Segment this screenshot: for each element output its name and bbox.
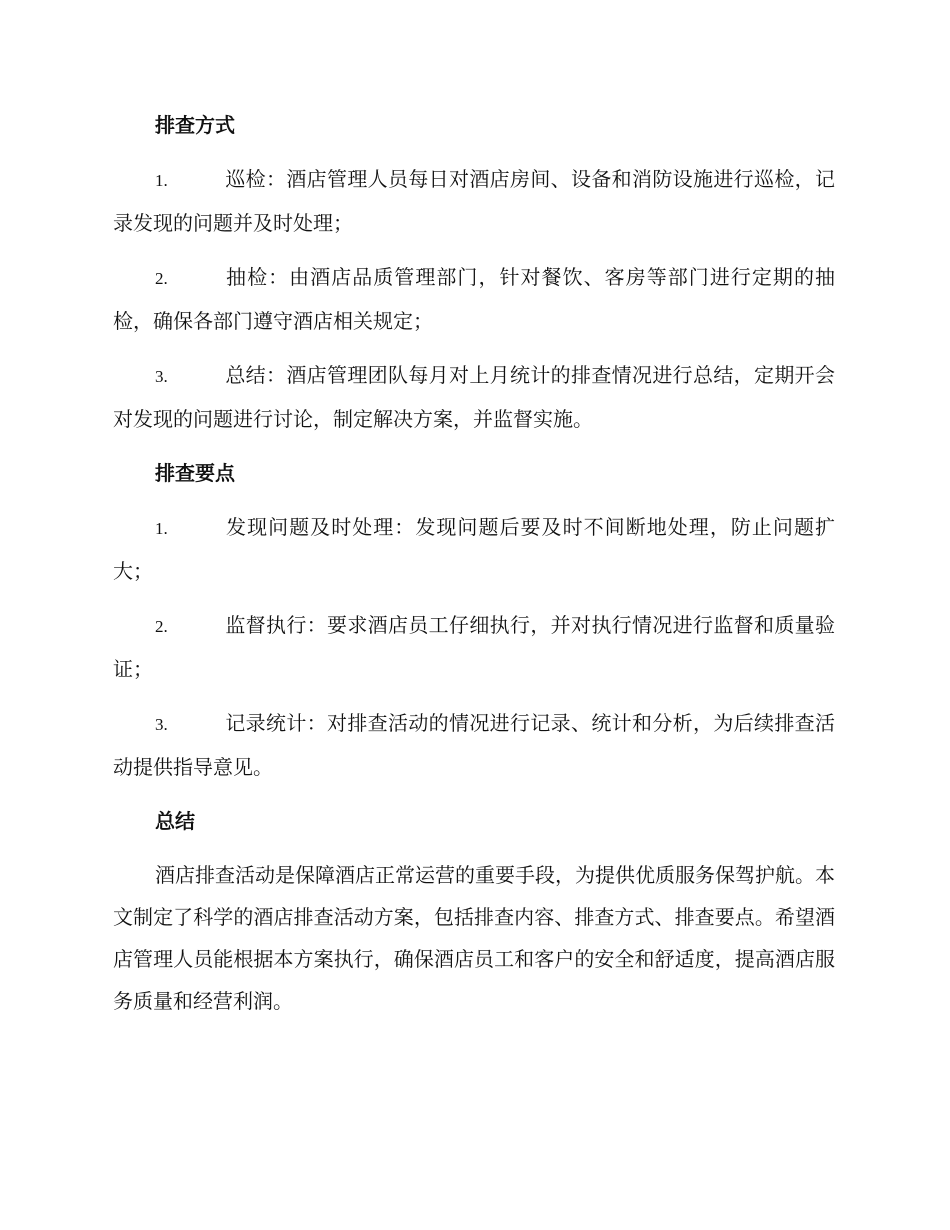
list-number: 1. [155,519,168,538]
list-item [113,604,835,690]
list-item [113,354,835,440]
list-item [113,506,835,592]
list-item [113,702,835,788]
list-item [113,256,835,342]
list-item-text: 发现问题及时处理：发现问题后要及时不间断地处理，防止问题扩大； [113,515,835,583]
list-item-text: 抽检：由酒店品质管理部门，针对餐饮、客房等部门进行定期的抽检，确保各部门遵守酒店相关规定； [113,265,835,333]
list-number: 2. [155,269,168,288]
document-body [113,104,835,1022]
section-heading-method: 排查方式 [155,113,235,137]
section-heading-points: 排查要点 [155,461,235,485]
list-item-text: 监督执行：要求酒店员工仔细执行，并对执行情况进行监督和质量验证； [113,613,835,681]
list-item-text: 总结：酒店管理团队每月对上月统计的排查情况进行总结，定期开会对发现的问题进行讨论，制定解决方案，并监督实施。 [113,363,835,431]
list-number: 1. [155,171,168,190]
list-number: 2. [155,617,168,636]
list-number: 3. [155,715,168,734]
section-heading-summary: 总结 [155,809,195,833]
summary-paragraph: 酒店排查活动是保障酒店正常运营的重要手段，为提供优质服务保驾护航。本文制定了科学的酒店排查活动方案，包括排查内容、排查方式、排查要点。希望酒店管理人员能根据本方案执行，确保酒店员工和客户的安全和舒适度，提高酒店服务质量和经营利润。 [113,863,835,1013]
list-item [113,158,835,244]
list-item-text: 记录统计：对排查活动的情况进行记录、统计和分析，为后续排查活动提供指导意见。 [113,711,835,779]
list-number: 3. [155,367,168,386]
list-item-text: 巡检：酒店管理人员每日对酒店房间、设备和消防设施进行巡检，记录发现的问题并及时处理； [113,167,835,235]
